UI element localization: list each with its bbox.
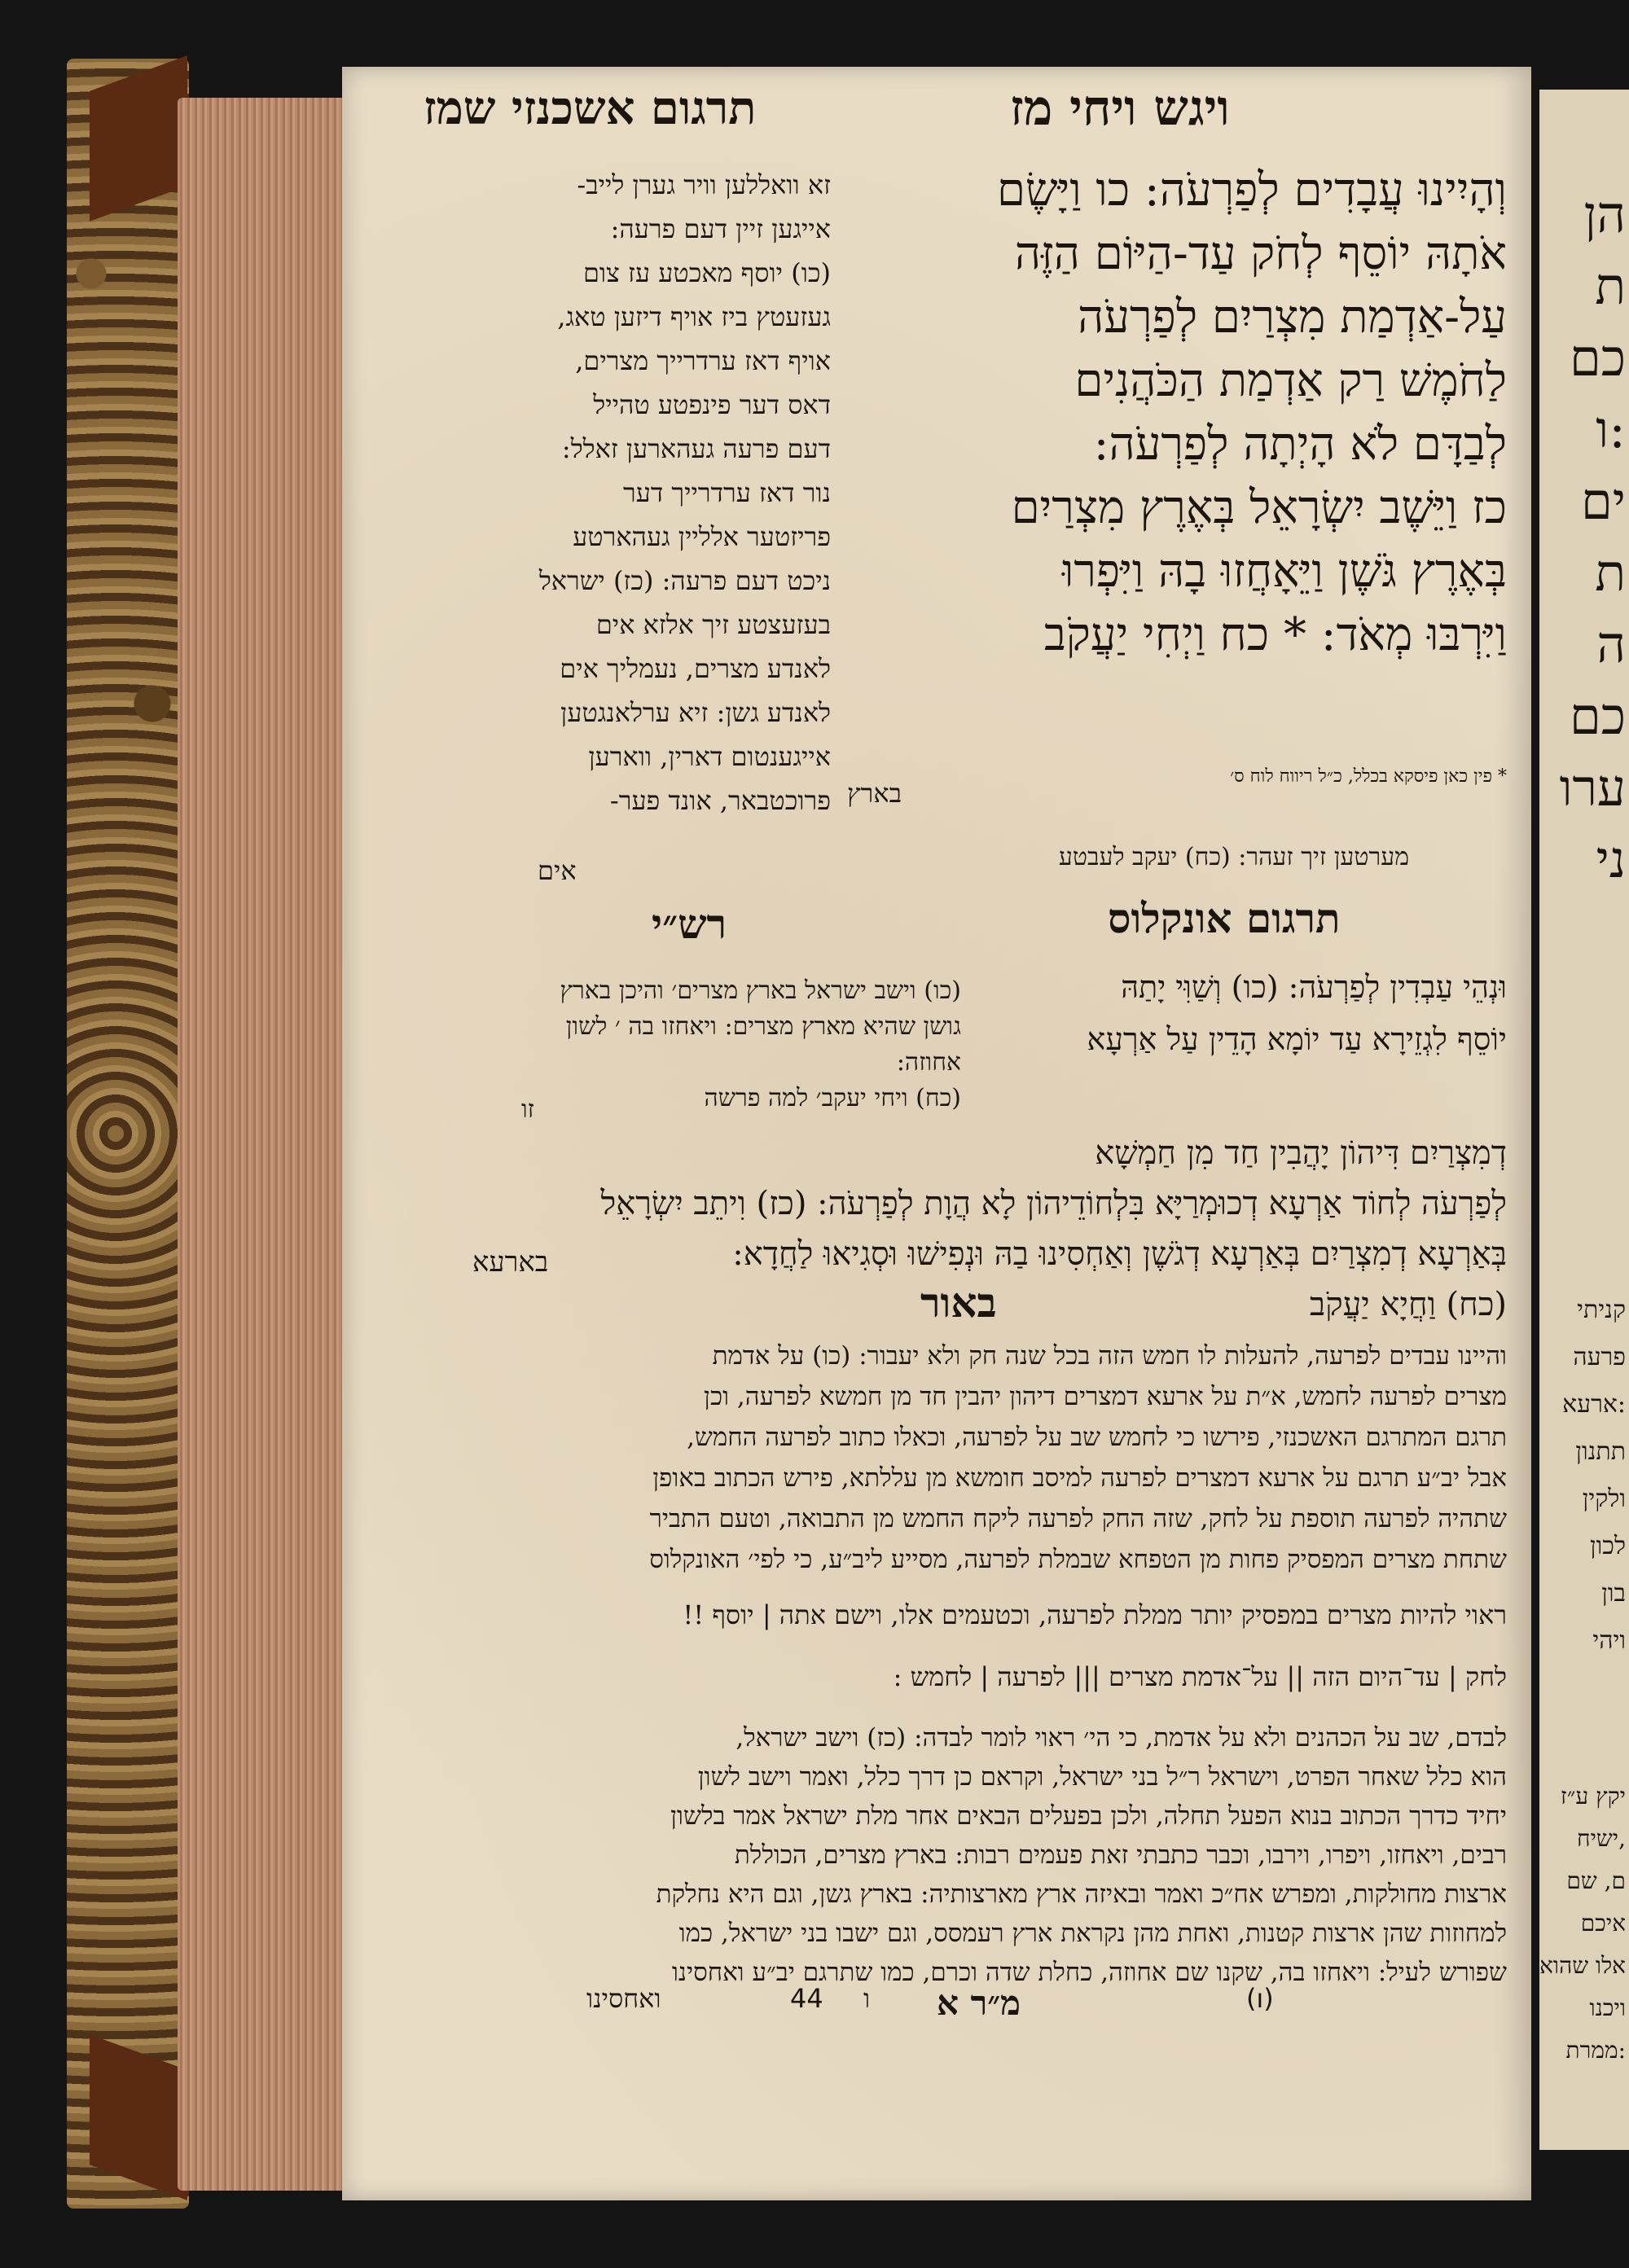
cantillation-line: ראוי להיות מצרים במפסיק יותר ממלת לפרעה, וכטעמים אלו, וישם אתה | יוסף !! [683, 1599, 1507, 1630]
biur-line: אבל יב״ע תרגם על ארעא דמצרים לפרעה למיסב חומשא מן עללתא, פירש הכתוב באופן [652, 1463, 1507, 1493]
facing-page-targum-fragment [1539, 1287, 1626, 1665]
facing-page-line: לכון [1589, 1532, 1626, 1560]
facing-page-line: כם [1570, 328, 1626, 388]
verse-line: לְבַדָּם לֹא הָיְתָה לְפַרְעֹה: [1093, 418, 1507, 471]
translation-line: דעם פרעה געהארען זאלל: [561, 433, 831, 464]
biur-line: למחוזות שהן ארצות קטנות, ואחת מהן נקראת ארץ רעמסס, וגם ישבו בני ישראל, כמו [678, 1919, 1507, 1948]
facing-page-line: ממרת: [1565, 2037, 1626, 2064]
verse-line: וְהָיִינוּ עֲבָדִים לְפַרְעֹה: כו וַיָּשֶׂם [996, 164, 1507, 217]
facing-page-line: קניתי [1577, 1296, 1626, 1324]
facing-page-verse-fragment [1539, 179, 1626, 896]
page-number: 44 [790, 1983, 823, 2014]
biur-line: לבדם, שב על הכהנים ולא על אדמת, כי הי׳ ראוי לומר לבדה: (כז) וישב ישראל, [735, 1723, 1507, 1753]
footer-paren-number: (ו) [1246, 1983, 1274, 2014]
facing-page-line: ני [1596, 830, 1626, 889]
translation-catchword: אים [538, 855, 577, 886]
facing-page-line: ישיח, [1577, 1825, 1626, 1852]
facing-page-line: ת [1595, 257, 1626, 316]
translation-line: נור דאז ערדרייך דער [623, 477, 831, 508]
biur-line: יחיד כדרך הכתוב בנוא הפעל תחלה, ולכן בפעלים הבאים אחר מלת ישראל אמר בלשון [670, 1801, 1507, 1831]
verse-line: כז וַיֵּשֶׁב יִשְׂרָאֵל בְּאֶרֶץ מִצְרַיִם [1011, 481, 1507, 534]
translation-line: לאנדע מצרים, נעמליך אים [560, 653, 831, 684]
translation-line: אויף דאז ערדרייך מצרים, [575, 345, 831, 376]
onkelos-line: לְפַרְעֹה לְחוֹד אַרְעָא דְכוּמְרַיָּא בִּלְחוֹדֵיהוֹן לָא הֲוָת לְפַרְעֹה: (כז) וִיתֵב יִשְׂרָאֵל [600, 1185, 1507, 1222]
biur-line: מצרים לפרעה לחמש, א״ת על ארעא דמצרים דיהון יהבין חד מן חמשא לפרעה, וכן [704, 1382, 1507, 1411]
biur-line: רבים, ויאחזו, ויפרו, וירבו, וכבר כתבתי זאת פעמים רבות: בארץ מצרים, הכוללת [734, 1840, 1507, 1870]
page-block-edge [178, 98, 349, 2191]
facing-page-line: פרעה [1573, 1343, 1626, 1371]
onkelos-line: (כח) וַחֲיָא יַעֲקֹב [1309, 1286, 1507, 1323]
rashi-commentary [440, 973, 961, 1116]
translation-line: אייגען זיין דעם פרעה: [610, 213, 831, 244]
biur-line: שתחת מצרים המפסיק פחות מן הטפחא שבמלת לפרעה, מסייע ליב״ע, כי לפי׳ האונקלוס [649, 1545, 1507, 1574]
footer-mark: ו [863, 1983, 871, 2014]
biur-line: ארצות מחולקות, ומפרש אח״כ ואמר ובאיזה ארץ מארצותיה: בארץ גשן, וגם היא נחלקת [656, 1880, 1507, 1909]
verse-catchword: בארץ [847, 778, 902, 809]
onkelos-line: בְּאַרְעָא דְמִצְרַיִם בְּאַרְעָא דְגֹשֶׁן וְאַחְסִינוּ בַהּ וּנְפִישׁוּ וּסְגִיאוּ לַחֲדָא: [732, 1235, 1507, 1273]
onkelos-line: דְמִצְרַיִם דִּיהוֹן יָהֲבִין חַד מִן חַמְשָׁא [1095, 1134, 1507, 1172]
facing-page-edge [1539, 90, 1629, 2150]
margin-number: זו [521, 1095, 535, 1124]
cantillation-analysis [456, 1584, 1507, 1708]
rashi-heading: רש״י [652, 900, 727, 948]
marbled-cover-edge [67, 59, 189, 2209]
facing-page-line: ים [1581, 472, 1626, 531]
running-header-right: ויגש ויחי מז [1010, 80, 1230, 137]
facing-page-line: ת [1595, 543, 1626, 603]
onkelos-heading: תרגום אונקלוס [1108, 894, 1341, 942]
facing-page-line: ויהי [1592, 1626, 1626, 1655]
rashi-line: (כח) ויחי יעקב׳ למה פרשה [704, 1084, 961, 1112]
facing-page-line: יקץ ע״ז [1560, 1783, 1626, 1810]
biur-line: תרגם המתרגם האשכנזי, פירשו כי לחמש שב על לפרעה, וכאלו כתוב לפרעה החמש, [687, 1423, 1507, 1452]
signature-mark: מ״ר א [937, 1983, 1021, 2023]
footer-catchword: ואחסינו [586, 1983, 661, 2014]
translation-line: זא וואללען וויר גערן לייב- [577, 169, 831, 200]
translation-line: ניכט דעם פרעה: (כז) ישראל [538, 565, 831, 596]
rashi-line: (כו) וישב ישראל בארץ מצרים׳ והיכן בארץ [560, 976, 961, 1005]
translation-line: פרוכטבאר, אונד פער- [609, 785, 831, 816]
facing-page-line: ה [1596, 615, 1626, 674]
facing-page-line: כם [1570, 687, 1626, 746]
facing-page-line: ארעא: [1562, 1390, 1626, 1419]
verse-line: אֹתָהּ יוֹסֵף לְחֹק עַד-הַיּוֹם הַזֶּה [1014, 227, 1507, 280]
translation-line: (כו) יוסף מאכטע עז צום [582, 257, 831, 288]
facing-page-line: הן [1583, 185, 1626, 244]
translation-line: אייגענטום דארין, ווארען [588, 741, 831, 772]
verse-line: עַל-אַדְמַת מִצְרַיִם לְפַרְעֹה [1078, 291, 1507, 344]
biur-line: שפורש לעיל: ויאחזו בה, שקנו שם אחוזה, כחלת שדה וכרם, כמו שתרגם יב״ע ואחסינו [671, 1958, 1507, 1987]
facing-page-line: ו: [1596, 400, 1626, 459]
translation-line: דאס דער פינפטע טהייל [593, 389, 831, 420]
facing-page-line: ם, שם [1566, 1867, 1626, 1894]
german-translation-column [432, 163, 831, 823]
facing-page-line: ערו [1559, 758, 1626, 818]
biur-line: והיינו עבדים לפרעה, להעלות לו חמש הזה בכל שנה חק ולא יעבור: (כו) על אדמת [712, 1341, 1507, 1371]
facing-page-line: איכם [1580, 1910, 1626, 1937]
translation-continuation-line: מערטען זיך זעהר: (כח) יעקב לעבטע [1058, 843, 1409, 871]
translation-line: געזעטץ ביז אויף דיזען טאג, [557, 301, 831, 332]
onkelos-targum-top [977, 961, 1507, 1065]
facing-page-line: ולקין [1582, 1485, 1626, 1513]
verse-line: בְּאֶרֶץ גֹּשֶׁן וַיֵּאָחֲזוּ בָהּ וַיִּפְרוּ [1062, 545, 1507, 598]
facing-page-commentary-fragment [1539, 1775, 1626, 2072]
facing-page-line: ויכנו [1589, 1994, 1626, 2021]
torah-verse-column [847, 159, 1507, 667]
verse-line: וַיִּרְבּוּ מְאֹד: * כח וַיְחִי יַעֲקֹב [1043, 608, 1507, 661]
running-header-left: תרגום אשכנזי שמז [424, 81, 757, 135]
biur-line: שתהיה לפרעה תוספת על לחק, שזה החק לפרעה ליקח החמש מן התבואה, וטעם התביר [649, 1504, 1507, 1533]
verse-line: לַחֹמֶשׁ רַק אַדְמַת הַכֹּהֲנִים [1074, 354, 1507, 407]
facing-page-line: תתנון [1575, 1437, 1626, 1466]
facing-page-line: בון [1601, 1579, 1626, 1608]
biur-line: הוא כלל שאחר הפרט, וישראל ר״ל בני ישראל, וקראם כן דרך כלל, ואמר וישב לשון [697, 1762, 1507, 1792]
translation-line: בעזעצטע זיך אלזא אים [595, 609, 831, 640]
cantillation-line: לחק | עד־היום הזה || על־אדמת מצרים ||| לפרעה | לחמש : [893, 1661, 1507, 1692]
onkelos-catchword: בארעא [472, 1246, 549, 1279]
biur-commentary-part1 [456, 1336, 1507, 1580]
rashi-line: אחוזה: [896, 1048, 961, 1077]
biur-heading: באור [920, 1279, 997, 1327]
onkelos-line: יוֹסֵף לִגְזֵירָא עַד יוֹמָא הָדֵין עַל אַרְעָא [1087, 1021, 1507, 1057]
biur-commentary-part2 [456, 1718, 1507, 1992]
translation-line: פריזטער אלליין געהארטע [573, 521, 831, 552]
rashi-line: גושן שהיא מארץ מצרים: ויאחזו בה ׳ לשון [565, 1012, 961, 1041]
onkelos-line: וּנְהֵי עַבְדִין לְפַרְעֹה: (כו) וְשַׁוִּי יָתַהּ [1121, 969, 1507, 1005]
translation-line: לאנדע גשן: זיא ערלאנגטען [560, 697, 831, 728]
facing-page-line: אלו שהוא [1539, 1952, 1626, 1979]
verse-footnote: * פין כאן פיסקא בכלל, כ״ל ריווח לוח ס׳ [1230, 766, 1507, 787]
